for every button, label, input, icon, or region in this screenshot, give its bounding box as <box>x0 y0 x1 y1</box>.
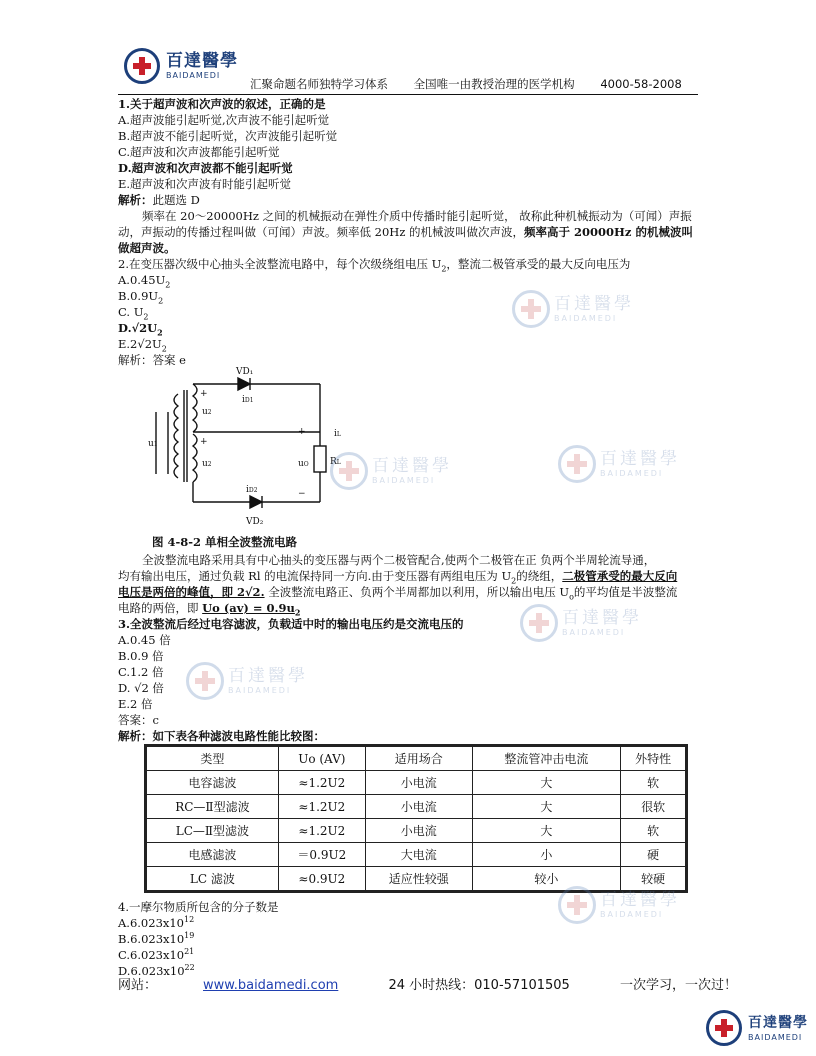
vd1-label: VD₁ <box>236 367 254 377</box>
watermark: 百達醫學 BAIDAMEDI <box>558 445 680 483</box>
q4-option-b: $B.6.023x10^{19}$ <box>118 931 195 946</box>
svg-text:+: + <box>298 427 306 437</box>
medical-cross-icon <box>124 48 160 84</box>
q2-explain-4: 电路的两倍，即 Uo $(av) = 0.9u_2$ <box>118 601 301 618</box>
svg-text:−: − <box>298 489 306 499</box>
table-row: 电感滤波 ＝0.9U2 大电流 小 硬 <box>147 843 686 867</box>
q3-answer: 答案：c <box>118 713 159 727</box>
q2-option-a: $A.0.45U_2$ <box>118 273 171 290</box>
q4-question: 4.一摩尔物质所包含的分子数是 <box>118 900 279 914</box>
q2-option-b: $B.0.9U_2$ <box>118 289 164 306</box>
q1-question: 1.关于超声波和次声波的叙述，正确的是 <box>118 97 326 111</box>
u2a-label: u2 <box>202 407 212 417</box>
q3-question: 3.全波整流后经过电容滤波，负载适中时的输出电压约是交流电压的 <box>118 617 464 631</box>
site-link[interactable]: www.baidamedi.com <box>203 978 339 993</box>
slogan-1: 汇聚命题名师独特学习体系 <box>250 77 388 91</box>
q1-option-d: D.超声波和次声波都不能引起听觉 <box>118 161 293 175</box>
q4-option-d: $D.6.023x10^{22}$ <box>118 963 195 978</box>
q2-option-e: $E.2√2U_2$ <box>118 337 167 354</box>
q4-option-a: $A.6.023x10^{12}$ <box>118 915 195 930</box>
u1-label: u1 <box>148 439 158 449</box>
watermark: 百達醫學 BAIDAMEDI <box>520 604 642 642</box>
q2-option-c: C. $U_2$ <box>118 305 149 322</box>
table-row: RC—Ⅱ型滤波 ≈1.2U2 小电流 大 很软 <box>147 795 686 819</box>
header-divider <box>118 94 698 95</box>
site-label: 网站： <box>118 978 158 993</box>
slogan-2: 全国唯一由教授治理的医学机构 <box>413 77 575 91</box>
table-header: Uo (AV) <box>278 747 365 771</box>
watermark: 百達醫學 BAIDAMEDI <box>186 662 308 700</box>
watermark-cross-icon <box>330 452 368 490</box>
watermark-cross-icon <box>558 886 596 924</box>
q1-option-e: E.超声波和次声波有时能引起听觉 <box>118 177 292 191</box>
document-body <box>118 96 700 979</box>
svg-text:+: + <box>200 437 208 447</box>
page-header <box>118 44 698 96</box>
q1-option-b: B.超声波不能引起听觉，次声波能引起听觉 <box>118 129 338 143</box>
table-row: LC—Ⅱ型滤波 ≈1.2U2 小电流 大 软 <box>147 819 686 843</box>
q3-option-a: A.0.45 倍 <box>118 633 171 647</box>
q2-answer: 解析：答案 e <box>118 353 186 367</box>
circuit-caption: 图 4-8-2 单相全波整流电路 <box>152 535 298 549</box>
brand-logo <box>124 48 238 84</box>
q1-analysis-label: 解析： <box>118 193 153 207</box>
table-header: 类型 <box>147 747 279 771</box>
footer-logo: 百達醫學 BAIDAMEDI <box>706 1010 808 1046</box>
q3-option-c: C.1.2 倍 <box>118 665 164 679</box>
table-row: 电容滤波 ≈1.2U2 小电流 大 软 <box>147 771 686 795</box>
medical-cross-icon <box>706 1010 742 1046</box>
q2-option-d: $D.√2U_2$ <box>118 321 163 338</box>
logo-cn-text: 百達醫學 <box>166 51 238 71</box>
watermark: 百達醫學 BAIDAMEDI <box>512 290 634 328</box>
uo-label: uO <box>298 459 309 469</box>
q1-analysis: 此题选 D <box>152 193 200 207</box>
q2-explain-1: 全波整流电路采用具有中心抽头的变压器与两个二极管配合,使两个二极管在正 负两个半周轮流导通， <box>142 553 656 567</box>
q1-option-a: A.超声波能引起听觉,次声波不能引起听觉 <box>118 113 330 127</box>
table-header-row <box>147 747 686 771</box>
svg-text:+: + <box>200 389 208 399</box>
q1-para-2: 动，声振动的传播过程叫做（可闻）声波。频率低 20Hz 的机械波叫做次声波， <box>118 225 525 239</box>
q1-para-2-bold: 频率高于 20000Hz 的机械波叫 <box>524 225 693 239</box>
ic-label: iL <box>334 429 341 439</box>
table-header: 整流管冲击电流 <box>472 747 621 771</box>
q2-explain-2: 均有输出电压，通过负载 Rl 的电流保持同一方向.由于变压器有两组电压为 $U_2$的绕组，二极管承受的最大反向 <box>118 569 678 586</box>
q1-option-c: C.超声波和次声波都能引起听觉 <box>118 145 280 159</box>
watermark: 百達醫學 BAIDAMEDI <box>330 452 452 490</box>
q3-option-b: B.0.9 倍 <box>118 649 164 663</box>
filter-comparison-table <box>144 744 688 893</box>
page-footer <box>118 978 783 994</box>
id1-label: iD1 <box>242 395 254 405</box>
q3-option-d: D. √2 倍 <box>118 681 164 695</box>
table-header: 适用场合 <box>365 747 472 771</box>
motto: 一次学习，一次过！ <box>619 978 737 993</box>
q2-question: 2.在变压器次级中心抽头全波整流电路中，每个次级绕组电压 $U_2$，整流二极管承受的最大反向电压为 <box>118 257 631 274</box>
q1-para-3: 做超声波。 <box>118 241 176 255</box>
q3-option-e: E.2 倍 <box>118 697 153 711</box>
q4-option-c: $C.6.023x10^{21}$ <box>118 947 195 962</box>
header-phone: 4000-58-2008 <box>600 77 682 91</box>
watermark-cross-icon <box>512 290 550 328</box>
vd2-label: VD₂ <box>246 517 264 527</box>
q3-analysis: 解析：如下表各种滤波电路性能比较图： <box>118 729 325 743</box>
watermark-cross-icon <box>520 604 558 642</box>
watermark-cross-icon <box>186 662 224 700</box>
q2-explain-3: 电压是两倍的峰值，即 2√2. 全波整流电路正、负两个半周都加以利用，所以输出电压 $U_o$的平均值是半波整流 <box>118 585 678 602</box>
id2-label: iD2 <box>246 485 258 495</box>
table-row: LC 滤波 ≈0.9U2 适应性较强 较小 较硬 <box>147 867 686 891</box>
hotline: 24 小时热线：010-57101505 <box>388 978 570 993</box>
rl-label: RL <box>330 457 341 467</box>
watermark-cross-icon <box>558 445 596 483</box>
q1-para-1: 频率在 20～20000Hz 之间的机械振动在弹性介质中传播时能引起听觉， 故称此种机械振动为（可闻）声振 <box>142 209 692 223</box>
header-tagline <box>250 76 704 92</box>
logo-en-text: BAIDAMEDI <box>166 71 221 80</box>
watermark: 百達醫學 BAIDAMEDI <box>558 886 680 924</box>
table-header: 外特性 <box>621 747 686 771</box>
u2b-label: u2 <box>202 459 212 469</box>
